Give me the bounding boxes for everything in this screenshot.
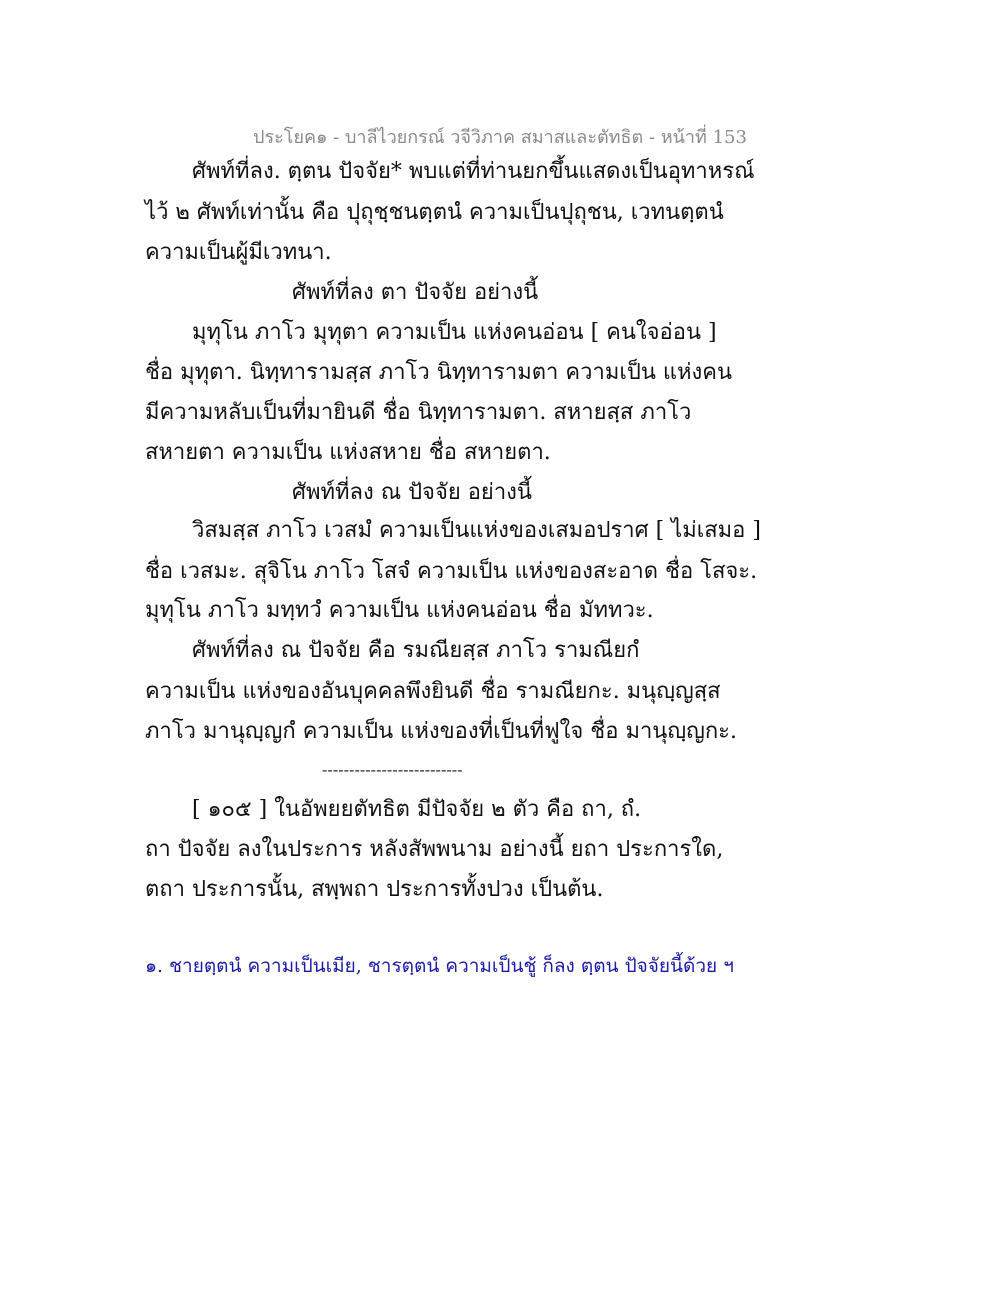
text-line: วิสมสฺส ภาโว เวสมํ ความเป็นแห่งของเสมอปราศ [ ไม่เสมอ ] (192, 518, 761, 543)
text-line: ชื่อ มุทุตา. นิทฺทารามสฺส ภาโว นิทฺทารามตา ความเป็น แห่งคน (145, 360, 733, 385)
text-line: ไว้ ๒ ศัพท์เท่านั้น คือ ปุถุชฺชนตฺตนํ ความเป็นปุถุชน, เวทนตฺตนํ (145, 200, 724, 225)
text-line: มุทุโน ภาโว มุทุตา ความเป็น แห่งคนอ่อน [ คนใจอ่อน ] (192, 320, 717, 345)
text-line: ตถา ประการนั้น, สพฺพถา ประการทั้งปวง เป็นต้น. (145, 877, 604, 902)
page-header: ประโยค๑ - บาลีไวยกรณ์ วจีวิภาค สมาสและตัทธิต - หน้าที่ 153 (253, 127, 747, 148)
text-line: ความเป็นผู้มีเวทนา. (145, 240, 332, 265)
text-line: ศัพท์ที่ลง. ตฺตน ปัจจัย* พบแต่ที่ท่านยกขึ้นแสดงเป็นอุทาหรณ์ (192, 159, 755, 184)
text-line: [ ๑๐๕ ] ในอัพยยตัทธิต มีปัจจัย ๒ ตัว คือ ถา, ถํ. (192, 797, 642, 822)
text-line: มีความหลับเป็นที่มายินดี ชื่อ นิทฺทารามตา. สหายสฺส ภาโว (145, 400, 692, 425)
text-line: มุทุโน ภาโว มทฺทวํ ความเป็น แห่งคนอ่อน ชื่อ มัททวะ. (145, 598, 654, 623)
section-heading: ศัพท์ที่ลง ณ ปัจจัย อย่างนี้ (292, 480, 532, 505)
text-line: ภาโว มานุญฺญกํ ความเป็น แห่งของที่เป็นที่ฟูใจ ชื่อ มานุญฺญกะ. (145, 719, 737, 744)
section-heading: ศัพท์ที่ลง ตา ปัจจัย อย่างนี้ (292, 280, 539, 305)
text-line: ความเป็น แห่งของอันบุคคลพึงยินดี ชื่อ รามณียกะ. มนุญฺญสฺส (145, 679, 721, 704)
text-line: ถา ปัจจัย ลงในประการ หลังสัพพนาม อย่างนี้ ยถา ประการใด, (145, 837, 724, 862)
text-line: ชื่อ เวสมะ. สุจิโน ภาโว โสจํ ความเป็น แห่งของสะอาด ชื่อ โสจะ. (145, 559, 758, 584)
footnote: ๑. ชายตฺตนํ ความเป็นเมีย, ชารตฺตนํ ความเป็นชู้ ก็ลง ตฺตน ปัจจัยนี้ด้วย ฯ (145, 955, 734, 977)
text-line: ศัพท์ที่ลง ณ ปัจจัย คือ รมณียสฺส ภาโว รามณียกํ (192, 638, 640, 663)
text-line: สหายตา ความเป็น แห่งสหาย ชื่อ สหายตา. (145, 440, 551, 465)
separator-line: -------------------------- (322, 760, 463, 779)
